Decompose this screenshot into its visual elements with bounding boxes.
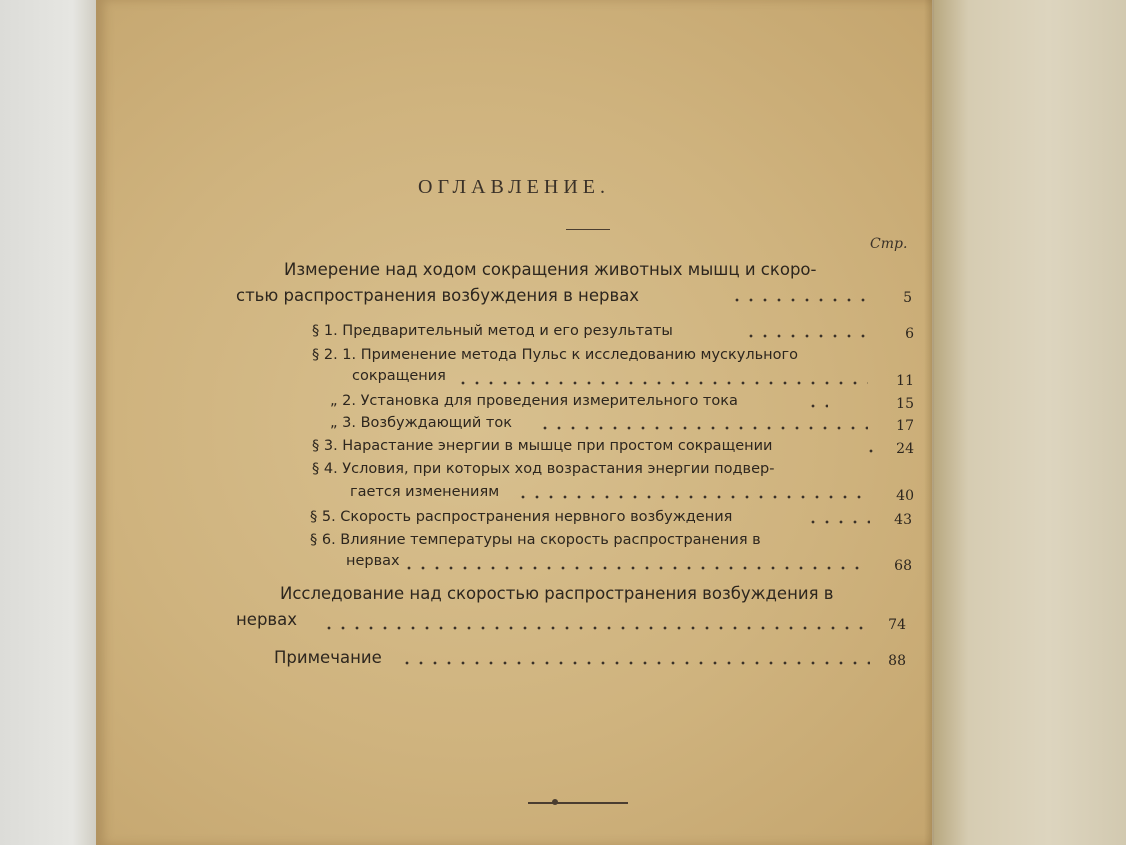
- toc-entry-0-leader: [730, 298, 870, 302]
- toc-entry-3: „ 2. Установка для проведения измерительного тока: [330, 393, 738, 409]
- facing-page: [934, 0, 1126, 845]
- toc-entry-9-leader: [322, 626, 870, 630]
- page-column-label: Стр.: [870, 236, 908, 252]
- toc-entry-6-line2: гается изменениям: [350, 484, 500, 500]
- toc-entry-2-line1: § 2. 1. Применение метода Пульс к исследованию мускульного: [312, 347, 799, 363]
- toc-entry-4-page: 17: [896, 418, 914, 434]
- toc-entry-3-page: 15: [896, 396, 914, 412]
- toc-entry-9-page: 74: [888, 617, 906, 633]
- toc-entry-9-line2: нервах: [236, 610, 298, 629]
- toc-entry-7-leader: [806, 520, 870, 524]
- book-page: [96, 0, 932, 845]
- toc-entry-1-page: 6: [905, 326, 914, 342]
- toc-entry-10-page: 88: [888, 653, 906, 669]
- toc-entry-6-leader: [516, 495, 868, 499]
- toc-entry-4-leader: [538, 426, 868, 430]
- toc-entry-3-leader: [806, 404, 828, 408]
- toc-entry-0-page: 5: [903, 290, 912, 306]
- toc-title: ОГЛАВЛЕНИЕ.: [418, 176, 610, 198]
- toc-entry-4: „ 3. Возбуждающий ток: [330, 415, 512, 431]
- toc-entry-8-page: 68: [894, 558, 912, 574]
- toc-entry-10-leader: [400, 661, 870, 665]
- toc-entry-6-line1: § 4. Условия, при которых ход возрастания энергии подвер-: [312, 461, 775, 477]
- toc-entry-5: § 3. Нарастание энергии в мышце при простом сокращении: [312, 438, 773, 454]
- toc-entry-7-page: 43: [894, 512, 912, 528]
- footer-rule: [528, 802, 628, 804]
- toc-entry-2-leader: [456, 381, 868, 385]
- toc-entry-2-line2: сокращения: [352, 368, 446, 384]
- toc-entry-0-line1: Измерение над ходом сокращения животных мышц и скоро-: [284, 260, 817, 279]
- toc-entry-9-line1: Исследование над скоростью распространения возбуждения в: [280, 584, 834, 603]
- toc-entry-5-page: 24: [896, 441, 914, 457]
- toc-entry-6-page: 40: [896, 488, 914, 504]
- toc-entry-2-page: 11: [896, 373, 914, 389]
- toc-entry-5-leader: [864, 449, 874, 453]
- toc-entry-1-leader: [744, 334, 868, 338]
- toc-entry-8-leader: [402, 566, 868, 570]
- background-left: [0, 0, 104, 845]
- toc-entry-8-line2: нервах: [346, 553, 400, 569]
- toc-entry-8-line1: § 6. Влияние температуры на скорость распространения в: [310, 532, 761, 548]
- title-rule: [566, 229, 610, 230]
- toc-entry-0-line2: стью распространения возбуждения в нервах: [236, 286, 640, 305]
- footer-ornament-dot: [552, 799, 558, 805]
- toc-entry-7: § 5. Скорость распространения нервного возбуждения: [310, 509, 733, 525]
- toc-entry-10: Примечание: [274, 648, 382, 667]
- toc-entry-1: § 1. Предварительный метод и его результаты: [312, 323, 673, 339]
